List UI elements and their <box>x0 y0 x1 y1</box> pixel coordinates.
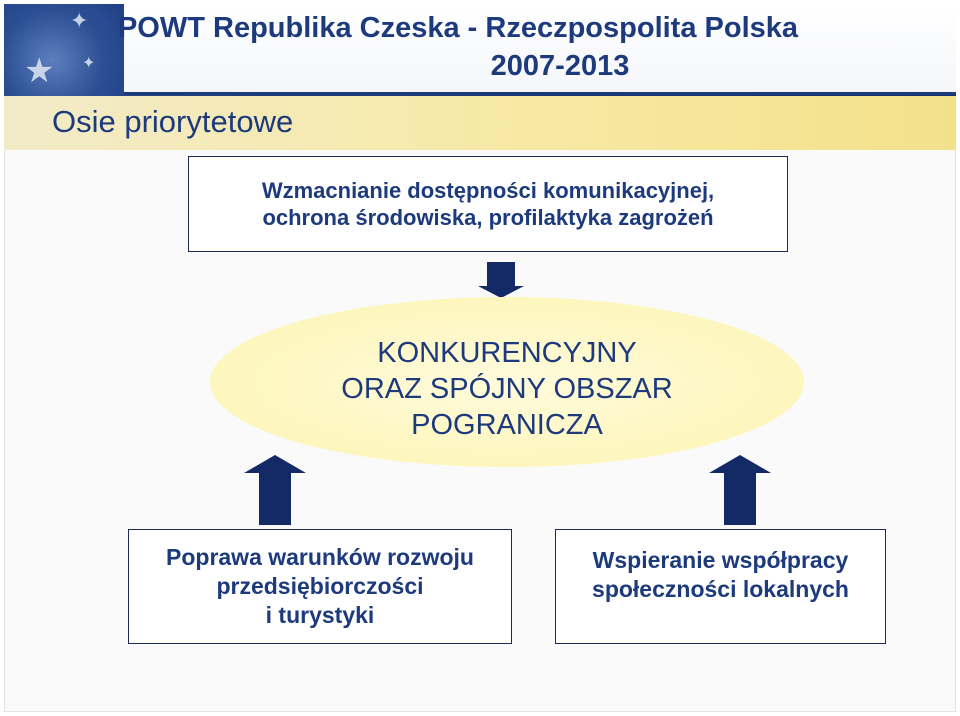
slide-subtitle: Osie priorytetowe <box>52 104 294 139</box>
header-years: 2007-2013 <box>490 50 630 82</box>
goal-text <box>210 336 804 444</box>
priority-right-line-1: Wspieranie współpracy <box>592 547 849 573</box>
goal-line-3: POGRANICZA <box>411 408 603 441</box>
priority-top-line-2: ochrona środowiska, profilaktyka zagrożeń <box>262 205 714 230</box>
priority-top-line-1: Wzmacnianie dostępności komunikacyjnej, <box>261 177 715 203</box>
priority-left-line-2: przedsiębiorczości <box>216 573 424 600</box>
goal-line-1: KONKURENCYJNY <box>377 337 637 369</box>
priority-right-line-2: społeczności lokalnych <box>592 575 849 602</box>
header-title: POWT Republika Czeska - Rzeczpospolita Polska <box>117 12 799 44</box>
priority-box-bottom-left <box>128 529 512 644</box>
arrow-up-icon <box>709 455 771 525</box>
priority-box-top <box>188 156 788 252</box>
star-icon: ★ <box>24 52 55 90</box>
priority-left-line-3: i turystyki <box>265 601 375 628</box>
arrow-down-icon <box>478 262 524 298</box>
priority-left-line-1: Poprawa warunków rozwoju <box>166 544 474 571</box>
star-icon: ✦ <box>82 55 96 72</box>
arrow-up-icon <box>244 455 306 525</box>
priority-box-bottom-right <box>555 529 886 644</box>
goal-line-2: ORAZ SPÓJNY OBSZAR <box>341 372 673 405</box>
star-icon: ✦ <box>70 8 89 33</box>
